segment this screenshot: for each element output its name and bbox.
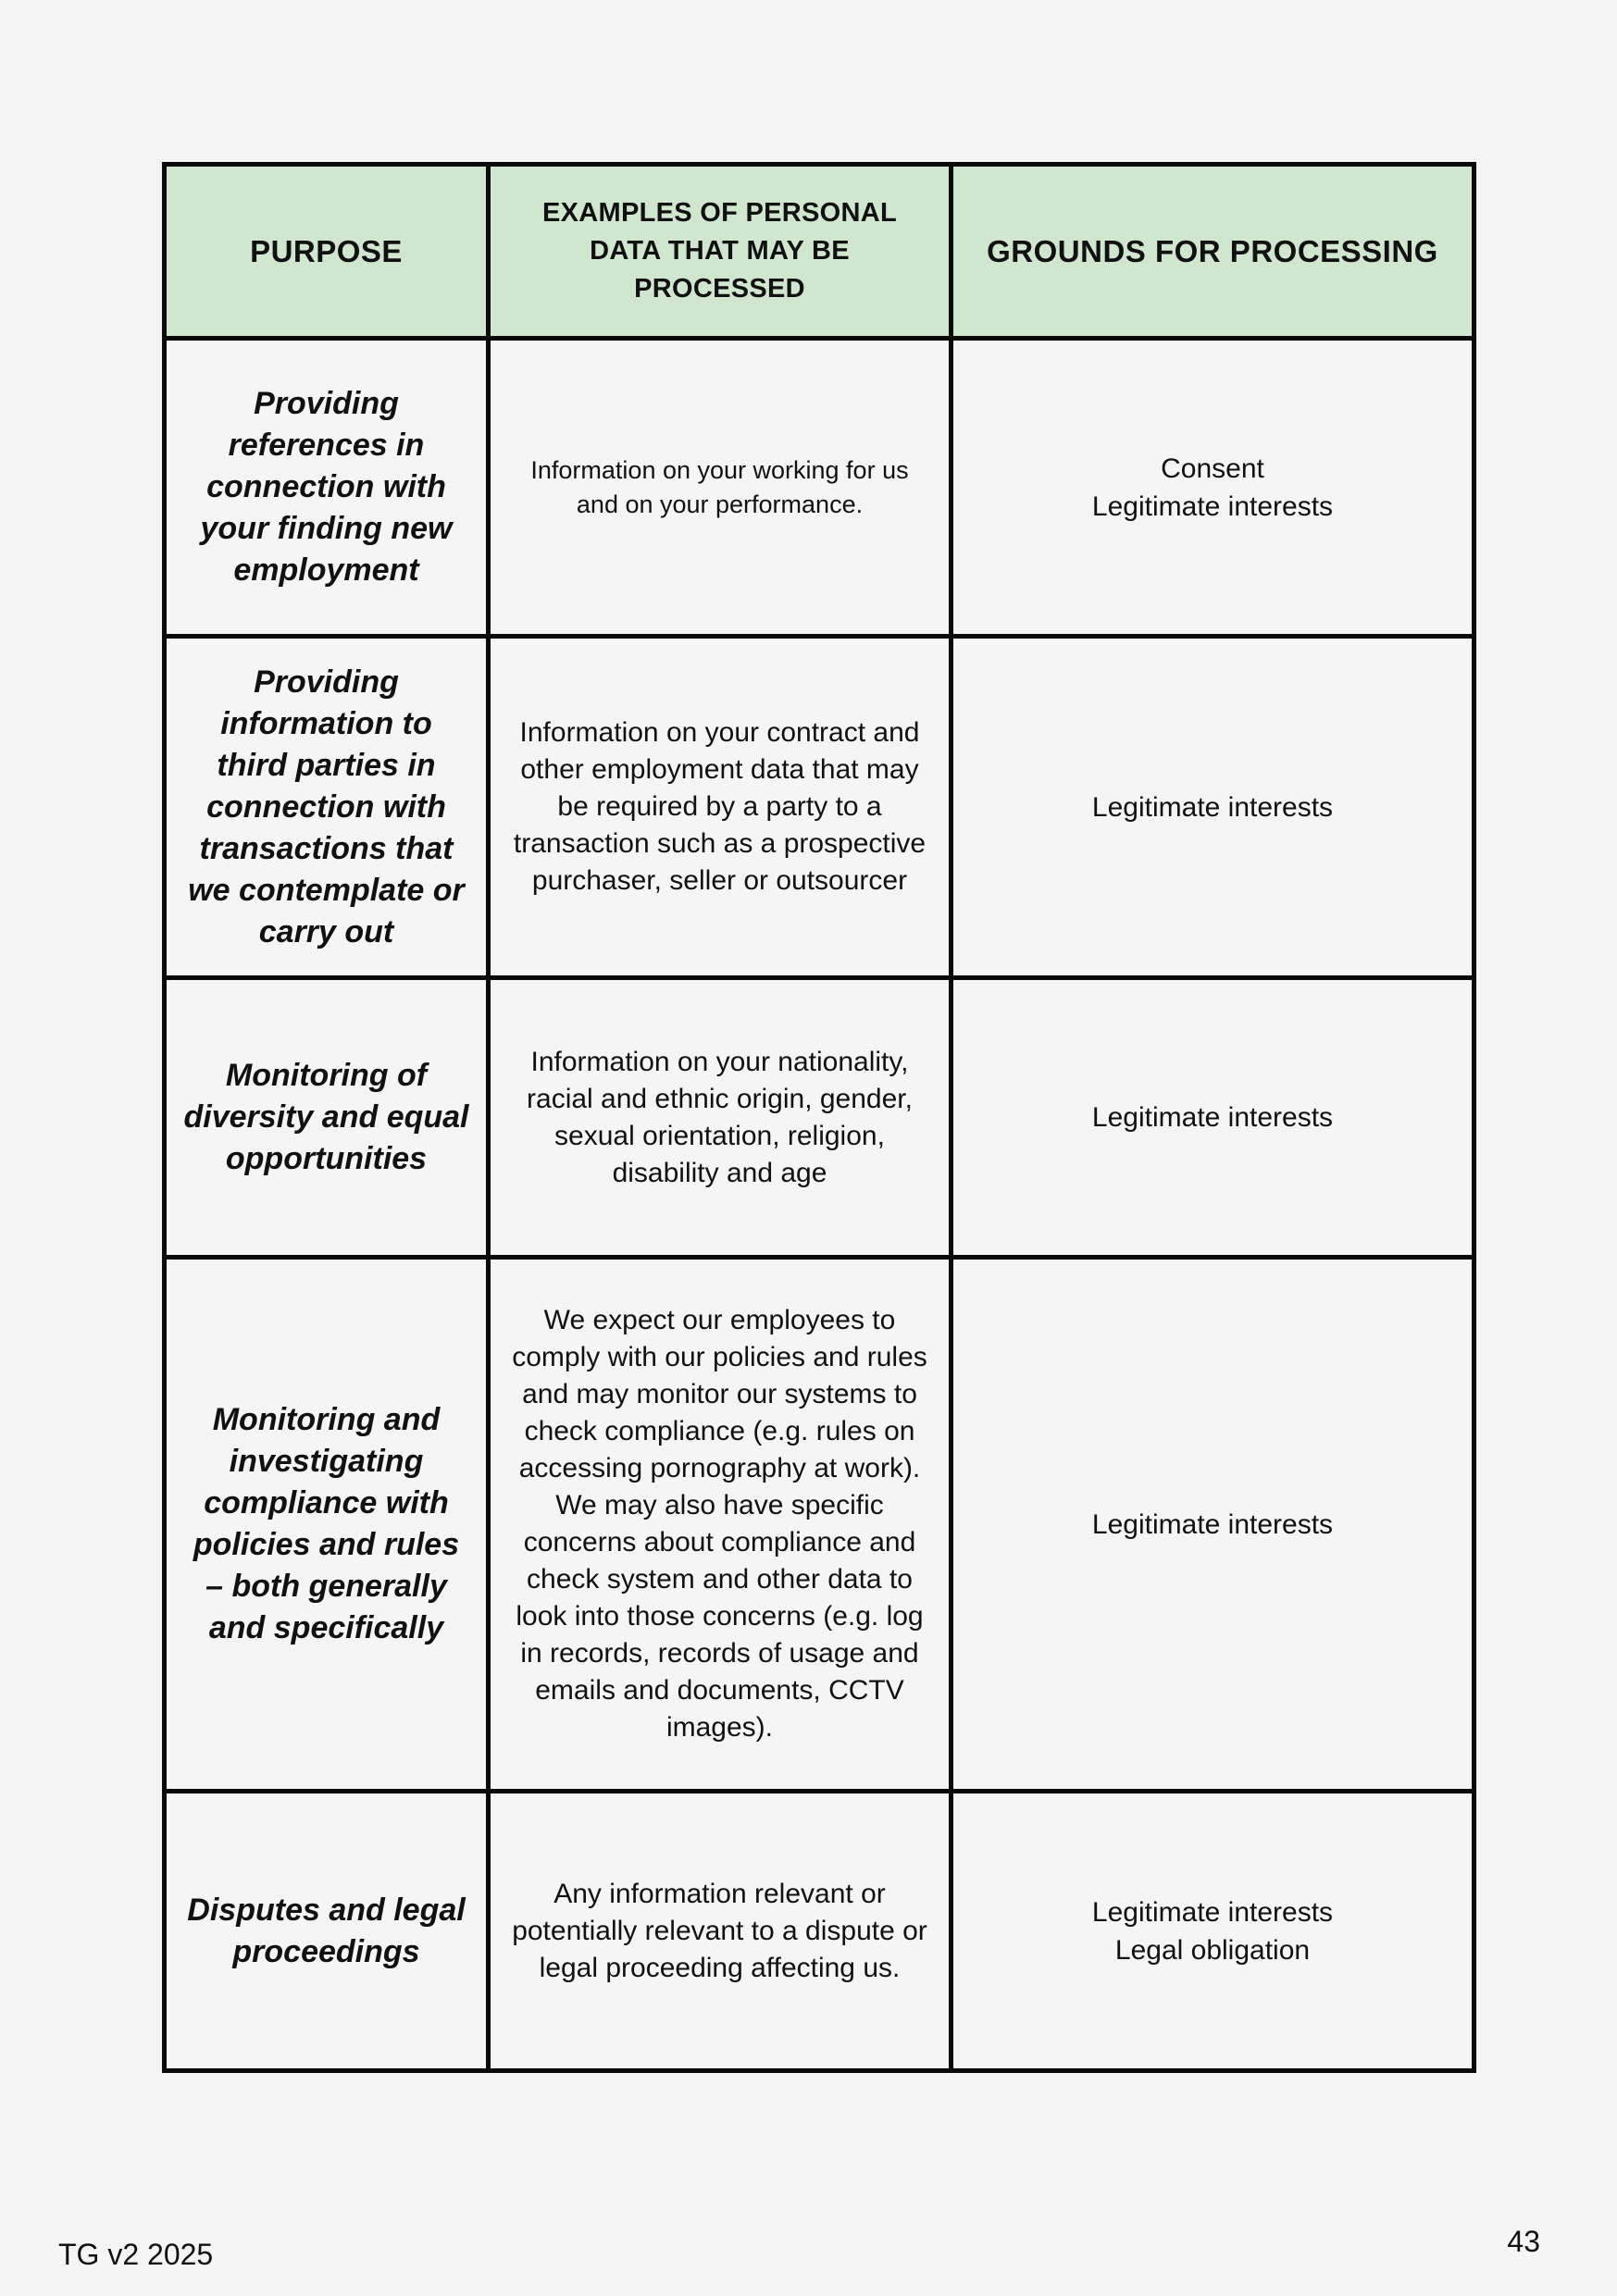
header-purpose: PURPOSE [165,165,489,339]
grounds-cell [952,339,1474,637]
grounds-item: Legitimate interests [1091,1102,1334,1133]
purpose-cell: Monitoring of diversity and equal opportunities [165,978,489,1258]
grounds-cell [952,637,1474,978]
grounds-cell [952,1792,1474,2071]
purpose-cell: Monitoring and investigating compliance with policies and rules – both generally and specifically [165,1258,489,1792]
grounds-item: Legal obligation [1114,1934,1311,1966]
purpose-cell: Providing references in connection with your finding new employment [165,339,489,637]
document-version: TG v2 2025 [58,2238,214,2271]
table-row [165,637,1474,978]
examples-cell: Any information relevant or potentially relevant to a dispute or legal proceeding affecting us. [489,1792,952,2071]
grounds-cell [952,1258,1474,1792]
purpose-cell: Disputes and legal proceedings [165,1792,489,2071]
grounds-item: Legitimate interests [1091,791,1334,823]
examples-cell: Information on your contract and other employment data that may be required by a party to a transaction such as a prospective purchaser, seller or outsourcer [489,637,952,978]
table-row [165,978,1474,1258]
grounds-item: Legitimate interests [1091,490,1334,522]
processing-purposes-table [162,162,1476,2073]
table-row [165,1792,1474,2071]
examples-cell: Information on your nationality, racial and ethnic origin, gender, sexual orientation, religion, disability and age [489,978,952,1258]
grounds-cell [952,978,1474,1258]
table-row [165,339,1474,637]
header-grounds: GROUNDS FOR PROCESSING [952,165,1474,339]
table-row [165,1258,1474,1792]
grounds-item: Consent [1161,453,1264,484]
grounds-item: Legitimate interests [1091,1896,1334,1928]
header-examples: EXAMPLES OF PERSONAL DATA THAT MAY BE PROCESSED [489,165,952,339]
purpose-cell: Providing information to third parties in connection with transactions that we contemplate or carry out [165,637,489,978]
examples-cell: We expect our employees to comply with our policies and rules and may monitor our systems to check compliance (e.g. rules on accessing pornography at work). We may also have specific concerns about compliance and check system and other data to look into those concerns (e.g. log in records, records of usage and emails and documents, CCTV images). [489,1258,952,1792]
examples-cell: Information on your working for us and on your performance. [489,339,952,637]
table-header-row [165,165,1474,339]
page-number: 43 [1507,2225,1540,2258]
grounds-item: Legitimate interests [1091,1508,1334,1540]
